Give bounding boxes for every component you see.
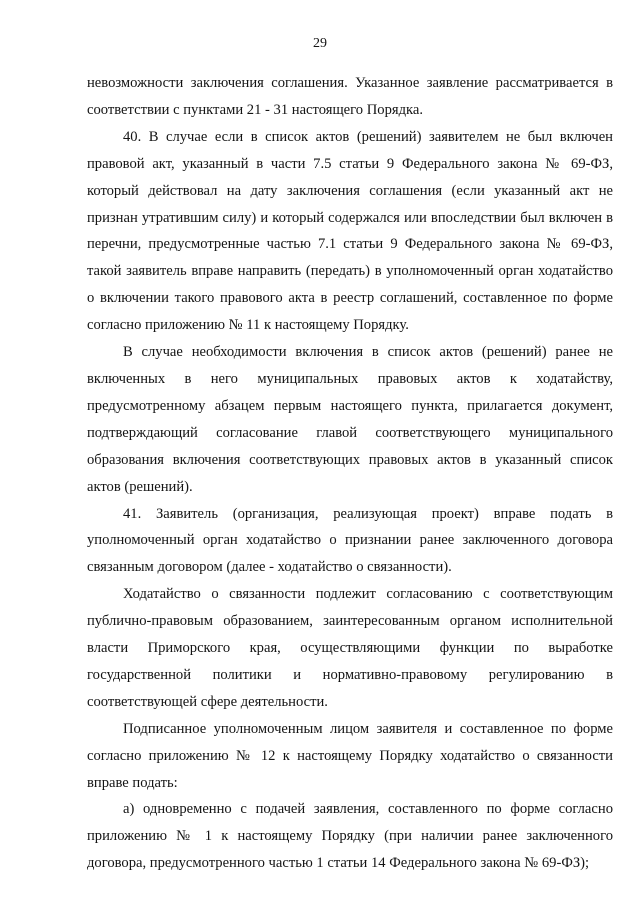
- page-number: 29: [313, 36, 327, 51]
- paragraph-item-40-supplement: В случае необходимости включения в список актов (решений) ранее не включенных в него муниципальных правовых актов к ходатайству, предусмотренному абзацем первым настоящего пункта, прилагается документ, подтверждающий согласование главой соответствующего муниципального образования включения соответствующих правовых актов в указанный список актов (решений).: [87, 344, 613, 495]
- document-body: [87, 70, 613, 877]
- paragraph-item-40: 40. В случае если в список актов (решений) заявителем не был включен правовой акт, указанный в части 7.5 статьи 9 Федерального закона № 69-ФЗ, который действовал на дату заключения соглашения (если указанный акт не признан утратившим силу) и который содержался или впоследствии был включен в перечни, предусмотренные частью 7.1 статьи 9 Федерального закона № 69-ФЗ, такой заявитель вправе направить (передать) в уполномоченный орган ходатайство о включении такого правового акта в реестр соглашений, составленное по форме согласно приложению № 11 к настоящему Порядку.: [87, 128, 613, 334]
- paragraph-continuation: невозможности заключения соглашения. Указанное заявление рассматривается в соответствии с пунктами 21 - 31 настоящего Порядка.: [87, 75, 613, 118]
- paragraph-submission: Подписанное уполномоченным лицом заявителя и составленное по форме согласно приложению № 12 к настоящему Порядку ходатайство о связанности вправе подать:: [87, 720, 613, 791]
- paragraph-subitem-a: а) одновременно с подачей заявления, составленного по форме согласно приложению № 1 к настоящему Порядку (при наличии ранее заключенного договора, предусмотренного частью 1 статьи 14 Федерального закона № 69-ФЗ);: [87, 801, 613, 872]
- paragraph-approval: Ходатайство о связанности подлежит согласованию с соответствующим публично-правовым образованием, заинтересованным органом исполнительной власти Приморского края, осуществляющими функции по выработке государственной политики и нормативно-правовому регулированию в соответствующей сфере деятельности.: [87, 586, 613, 710]
- paragraph-item-41: 41. Заявитель (организация, реализующая проект) вправе подать в уполномоченный орган ходатайство о признании ранее заключенного договора связанным договором (далее - ходатайство о связанности).: [87, 505, 613, 576]
